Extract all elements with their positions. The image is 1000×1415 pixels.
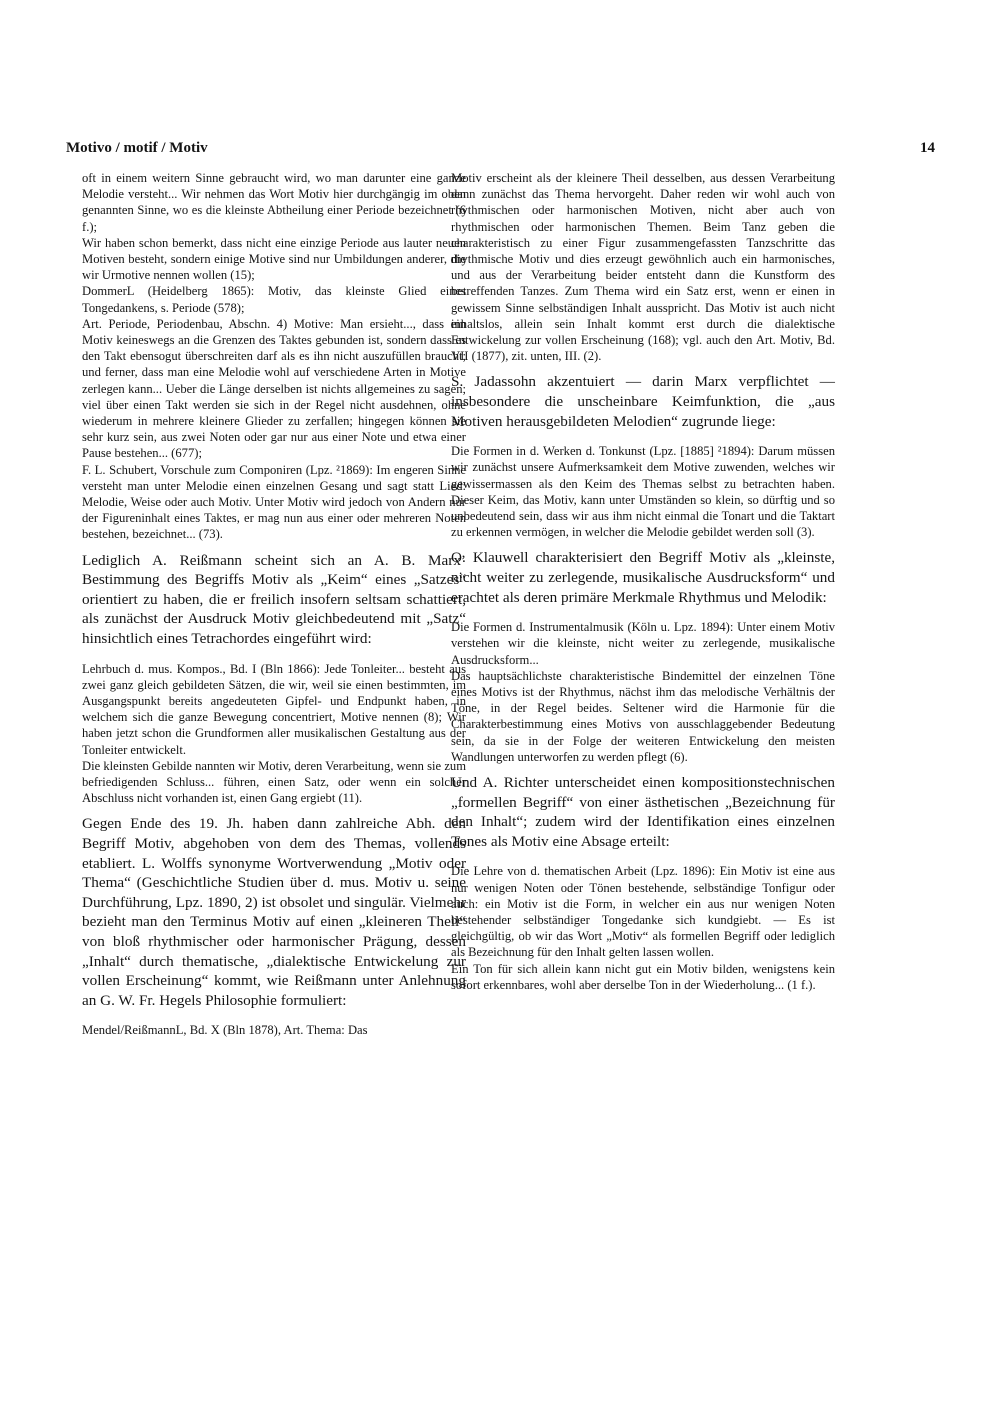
quote-paragraph: Lehrbuch d. mus. Kompos., Bd. I (Bln 1866): Jede Tonleiter... besteht aus zwei ganz gleich gebildeten Sätzen, die wir, weil sie einen bestimmten, im Ausgangspunkt bereits angedeuteten Gipfel- und Endpunkt haben, in welchem sich die ganze Bewegung concentriert, Motive nennen (8); Wir haben jetzt schon die Grundformen aller musikalischen Gestaltung aus der Tonleiter entwickelt. bbox=[82, 661, 466, 757]
quote-paragraph: Motiv erscheint als der kleinere Theil desselben, aus dessen Verarbeitung dann zunächst das Thema hervorgeht. Daher reden wir wohl auch von rhythmischen oder harmonischen Motiven, nicht aber auch von rhythmischen oder harmonischen Themen. Beim Tanz geben die charakteristisch zu einer Figur zusammengefassten Tanzschritte das rhythmische Motiv und dies erzeugt gewöhnlich auch ein harmonisches, und aus der Verarbeitung beider entsteht dann die Kunstform des betreffenden Tanzes. Zum Thema wird ein Satz erst, wenn er einen in gewissem Sinne selbständigen Inhalt ausspricht. Das Motiv ist auch nicht inhaltslos, allein sein Inhalt kommt erst durch die dialektische Entwickelung zur vollen Erscheinung (168); vgl. auch den Art. Motiv, Bd. VII (1877), zit. unten, III. (2). bbox=[451, 171, 835, 364]
quote-paragraph: Die kleinsten Gebilde nannten wir Motiv, deren Verarbeitung, wenn sie zum befriedigenden Schluss... führen, einen Satz, oder wenn ein solcher Abschluss nicht vorhanden ist, einen Gang ergiebt (11). bbox=[82, 758, 466, 806]
body-paragraph: Lediglich A. Reißmann scheint sich an A. B. Marx’ Bestimmung des Begriffs Motiv als „Keim“ eines „Satzes“ orientiert zu haben, die er freilich insofern seltsam schattiert, als zunächst der Ausdruck Motiv gleichbedeutend mit „Satz“ hinsichtlich eines Tetrachordes eingeführt wird: bbox=[82, 551, 466, 648]
body-paragraph: Und A. Richter unterscheidet einen kompositionstechnischen „formellen Begriff“ von einer ästhetischen „Bezeichnung für den Inhalt“; zudem wird der Identifikation eines einzelnen Tones als Motiv eine Absage erteilt: bbox=[451, 774, 835, 850]
quote-paragraph: F. L. Schubert, Vorschule zum Componiren (Lpz. ²1869): Im engeren Sinne versteht man unter Melodie einen einzelnen Gesang und sagt statt Lied: Melodie, Weise oder auch Motiv. Unter Motiv wird jedoch von Andern nur der Figureninhalt eines Taktes, er mag nun aus einer oder mehreren Noten bestehen, bezeichnet... (73). bbox=[82, 462, 466, 542]
quote-block bbox=[451, 619, 835, 765]
quote-block bbox=[82, 661, 466, 807]
quote-block bbox=[451, 170, 835, 364]
quote-paragraph: Die Formen d. Instrumentalmusik (Köln u. Lpz. 1894): Unter einem Motiv verstehen wir die kleinste, nicht weiter zu zerlegende, musikalische Ausdrucksform... bbox=[451, 620, 835, 667]
left-column bbox=[82, 170, 466, 1039]
quote-paragraph: DommerL (Heidelberg 1865): Motiv, das kleinste Glied eines Tongedankens, s. Periode (578); bbox=[82, 284, 466, 315]
quote-paragraph: Ein Ton für sich allein kann nicht gut ein Motiv bilden, wenigstens kein sofort erkennbares, wohl aber derselbe Ton in der Wiederholung... (1 f.). bbox=[451, 961, 835, 992]
body-paragraph: Gegen Ende des 19. Jh. haben dann zahlreiche Abh. den Begriff Motiv, abgehoben von dem des Themas, vollends etabliert. L. Wolffs synonyme Wortverwendung „Motiv oder Thema“ (Geschichtliche Studien über d. mus. Motiv u. seine Durchführung, Lpz. 1890, 2) ist obsolet und singulär. Vielmehr bezieht man den Terminus Motiv auf einen „kleineren Theil“ von bloß rhythmischer oder harmonischer Prägung, dessen „Inhalt“ durch thematische, „dialektische Entwickelung zur vollen Erscheinung“ kommt, wie Reißmann unter Anlehnung an G. W. Fr. Hegels Philosophie formuliert: bbox=[82, 815, 466, 1009]
quote-paragraph: Wir haben schon bemerkt, dass nicht eine einzige Periode aus lauter neuen Motiven besteht, sondern einige Motive sind nur Umbildungen anderer, die wir Urmotive nennen wollen (15); bbox=[82, 235, 466, 283]
quote-paragraph: Mendel/ReißmannL, Bd. X (Bln 1878), Art. Thema: Das bbox=[82, 1023, 368, 1038]
right-column bbox=[451, 170, 835, 993]
quote-paragraph: oft in einem weitern Sinne gebraucht wird, wo man darunter eine ganze Melodie versteht... Wir nehmen das Wort Motiv hier durchgängig im oben genannten Sinne, wo es die kleinste Abtheilung einer Periode bezeichnet (6 f.); bbox=[82, 171, 466, 234]
quote-block bbox=[82, 170, 466, 543]
quote-paragraph: Die Formen in d. Werken d. Tonkunst (Lpz. [1885] ²1894): Darum müssen wir zunächst unsere Aufmerksamkeit dem Motive zuwenden, welches wir gewissermassen als den Keim des Themas selbst zu betrachten haben. Dieser Keim, das Motiv, kann unter Umständen so klein, so dürftig und so unbedeutend sein, dass wir aus ihm nicht einmal die Tonart und die Taktart zu erkennen vermögen, in welcher die Melodie gebildet werden soll (3). bbox=[451, 444, 835, 540]
quote-paragraph: Das hauptsächlichste charakteristische Bindemittel der einzelnen Töne eines Motivs ist der Rhythmus, nächst ihm das melodische Verhältnis der Töne, in der Regel beides. Seltener wird die Harmonie für die Charakterbestimmung eines Motivs von ausschlaggebender Bedeutung sein, da sie in der Folge der weiteren Entwickelung den meisten Wandlungen unterworfen zu werden pflegt (6). bbox=[451, 668, 835, 764]
page-number: 14 bbox=[920, 140, 935, 156]
quote-paragraph: Art. Periode, Periodenbau, Abschn. 4) Motive: Man ersieht..., dass ein Motiv keineswegs an die Grenzen des Taktes gebunden ist, sondern dass es den Takt ebensogut überschreiten darf als es ihn nicht auszufüllen braucht; und ferner, dass man eine Melodie wohl auf verschiedene Arten in Motive zerlegen kann... Ueber die Länge derselben ist nichts allgemeines zu sagen; viel über einen Takt werden sie sich in der Regel nicht ausdehnen, ohne wiederum in mehrere kleinere Glieder zu zerfallen; hingegen können sie sehr kurz sein, aus zwei Noten oder gar nur aus einer Note und etwa einer Pause bestehen... (677); bbox=[82, 316, 466, 461]
page-header bbox=[66, 140, 935, 164]
quote-block bbox=[451, 443, 835, 540]
body-paragraph: S. Jadassohn akzentuiert — darin Marx verpflichtet — insbesondere die unscheinbare Keimfunktion, die „aus Motiven herausgebildeten Melodien“ zugrunde liege: bbox=[451, 373, 835, 430]
quote-block bbox=[451, 863, 835, 993]
quote-paragraph: Die Lehre von d. thematischen Arbeit (Lpz. 1896): Ein Motiv ist eine aus nur wenigen Noten oder Tönen bestehende, selbständige Tonfigur oder auch: ein Motiv ist die Form, in welcher ein aus nur wenigen Noten bestehender selbständiger Tongedanke sich kundgiebt. — Es ist gleichgültig, ob wir das Wort „Motiv“ als formellen Begriff oder lediglich als Bezeichnung für den Inhalt gelten lassen wollen. bbox=[451, 864, 835, 960]
body-paragraph: O. Klauwell charakterisiert den Begriff Motiv als „kleinste, nicht weiter zu zerlegende, musikalische Ausdrucksform“ und erachtet als deren primäre Merkmale Rhythmus und Melodik: bbox=[451, 549, 835, 606]
quote-block bbox=[82, 1022, 466, 1038]
running-title: Motivo / motif / Motiv bbox=[66, 140, 208, 156]
